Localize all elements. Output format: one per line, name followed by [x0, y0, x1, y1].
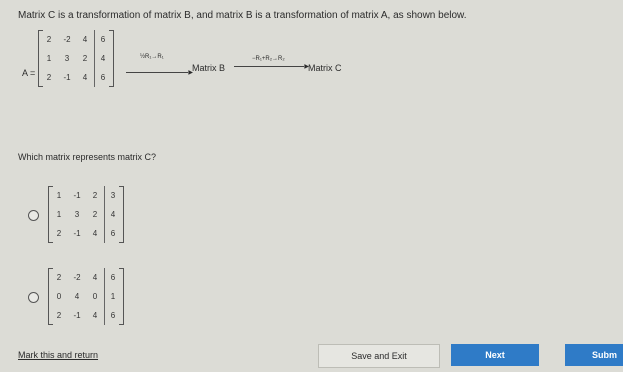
matrix-a-cell: 6 — [100, 73, 106, 82]
matrix-cell: 4 — [110, 210, 116, 219]
answer-option-1[interactable] — [28, 186, 148, 256]
arrow-line — [234, 66, 304, 67]
matrix-cell: 0 — [56, 292, 62, 301]
matrix-a-cell: 2 — [46, 35, 52, 44]
matrix-a-cell: -2 — [63, 35, 71, 44]
question-text: Which matrix represents matrix C? — [18, 152, 157, 162]
save-and-exit-button[interactable]: Save and Exit — [318, 344, 440, 368]
transformation-arrow-2 — [234, 56, 309, 76]
augment-divider — [104, 186, 105, 243]
arrow-head-icon: ▶ — [188, 70, 193, 76]
matrix-b-label: Matrix B — [192, 63, 226, 73]
row-operation-1: ½R₁→R₁ — [140, 54, 164, 60]
matrix-cell: 6 — [110, 311, 116, 320]
submit-button[interactable]: Subm — [565, 344, 623, 366]
matrix-cell: 2 — [56, 229, 62, 238]
matrix-a-cell: 6 — [100, 35, 106, 44]
option-2-matrix — [50, 268, 122, 325]
next-button[interactable]: Next — [451, 344, 539, 366]
matrix-cell: -1 — [73, 191, 81, 200]
row-operation-2: −R₁+R₂→R₂ — [252, 56, 285, 62]
matrix-a-cell: 2 — [82, 54, 88, 63]
radio-button[interactable] — [28, 210, 39, 221]
matrix-cell: -1 — [73, 311, 81, 320]
matrix-cell: 3 — [110, 191, 116, 200]
matrix-cell: -2 — [73, 273, 81, 282]
matrix-a-cell: 1 — [46, 54, 52, 63]
augment-divider — [94, 30, 95, 87]
matrix-cell: 1 — [56, 191, 62, 200]
matrix-a-cell: 3 — [64, 54, 70, 63]
augment-divider — [104, 268, 105, 325]
matrix-a-cell: 4 — [82, 35, 88, 44]
matrix-cell: 4 — [92, 311, 98, 320]
mark-and-return-link[interactable]: Mark this and return — [18, 350, 99, 360]
answer-option-2[interactable] — [28, 268, 148, 338]
matrix-cell: 1 — [110, 292, 116, 301]
question-prompt: Matrix C is a transformation of matrix B, and matrix B is a transformation of matrix A, as shown below. — [18, 10, 467, 21]
matrix-cell: 4 — [92, 273, 98, 282]
matrix-a-label: A = — [22, 68, 36, 78]
matrix-cell: 2 — [56, 311, 62, 320]
transformation-arrow-1 — [126, 54, 193, 76]
matrix-cell: -1 — [73, 229, 81, 238]
matrix-cell: 2 — [56, 273, 62, 282]
arrow-head-icon: ▶ — [304, 64, 309, 70]
matrix-cell: 4 — [74, 292, 80, 301]
matrix-cell: 6 — [110, 229, 116, 238]
matrix-cell: 2 — [92, 191, 98, 200]
given-transformation — [22, 30, 382, 120]
matrix-c-label: Matrix C — [308, 63, 342, 73]
matrix-a-cell: -1 — [63, 73, 71, 82]
matrix-a — [40, 30, 112, 87]
radio-button[interactable] — [28, 292, 39, 303]
matrix-a-cell: 4 — [82, 73, 88, 82]
matrix-cell: 4 — [92, 229, 98, 238]
matrix-cell: 3 — [74, 210, 80, 219]
arrow-line — [126, 72, 188, 73]
matrix-cell: 1 — [56, 210, 62, 219]
matrix-cell: 6 — [110, 273, 116, 282]
matrix-cell: 0 — [92, 292, 98, 301]
matrix-a-cell: 2 — [46, 73, 52, 82]
matrix-a-cell: 4 — [100, 54, 106, 63]
option-1-matrix — [50, 186, 122, 243]
matrix-cell: 2 — [92, 210, 98, 219]
